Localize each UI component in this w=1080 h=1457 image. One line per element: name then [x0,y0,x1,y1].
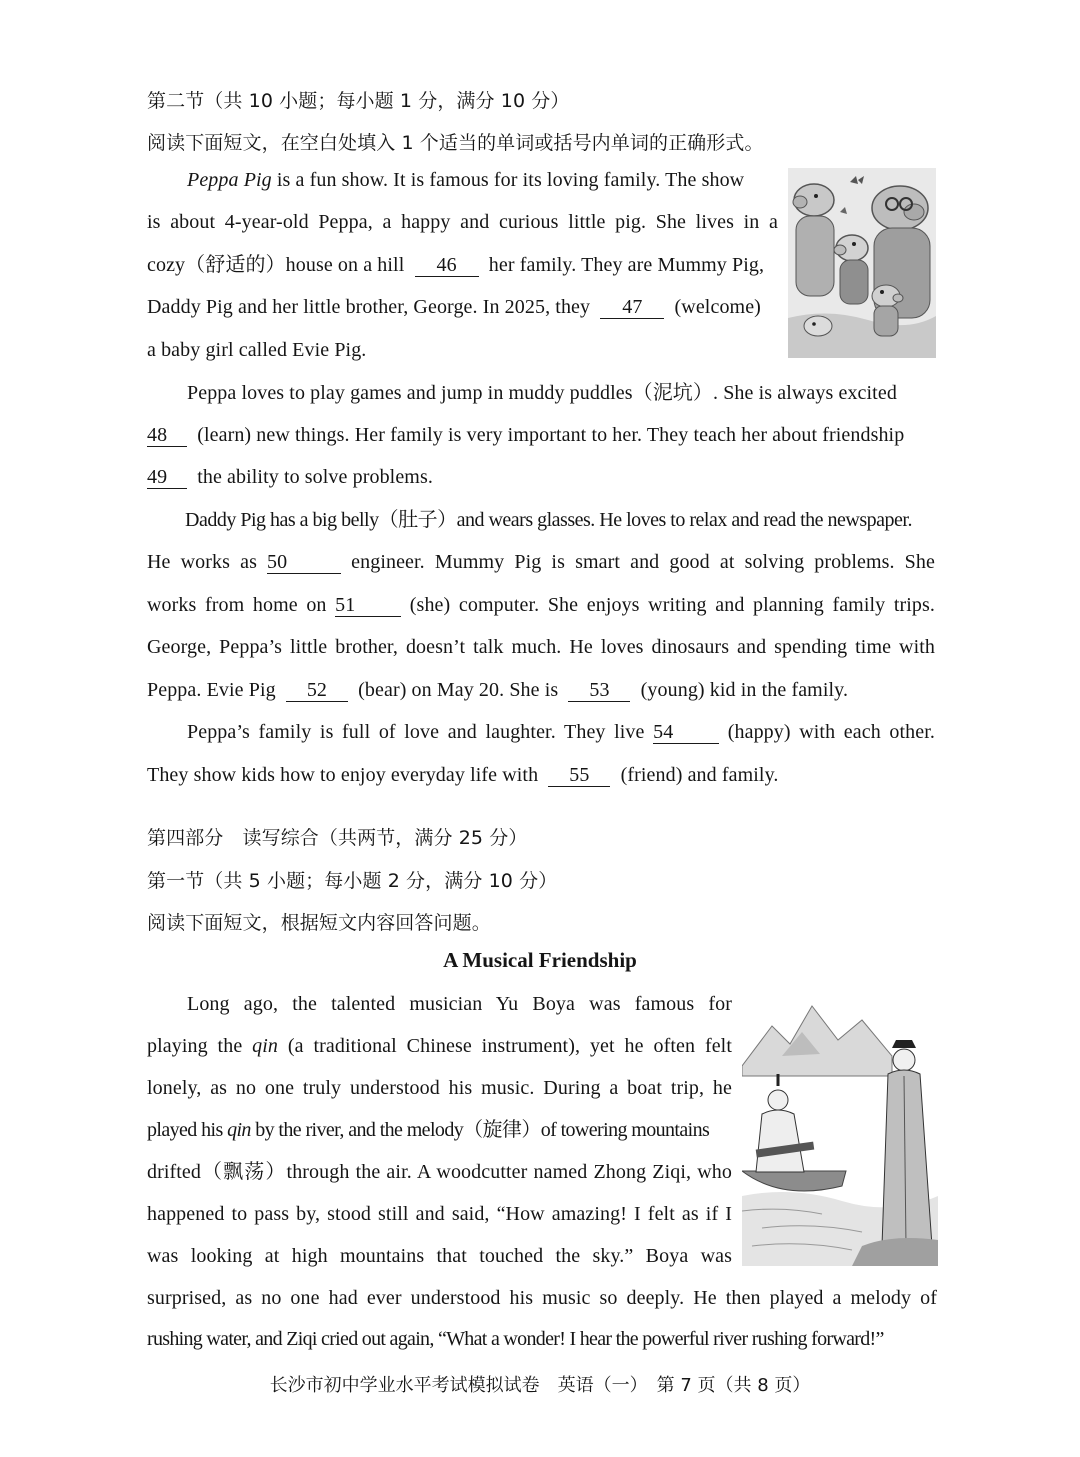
p5-line1: Long ago, the talented musician Yu Boya was famous for [187,993,732,1015]
p5-line3: lonely, as no one truly understood his music. During a boat trip, he [147,1077,732,1099]
p5-line6: happened to pass by, stood still and said, “How amazing! I felt as if I [147,1203,732,1225]
p1-line4: Daddy Pig and her little brother, George. In 2025, they 47 (welcome) [147,296,761,318]
p5-line5: drifted（飘荡）through the air. A woodcutter named Zhong Ziqi, who [147,1161,732,1183]
p1-line3: cozy（舒适的）house on a hill 46 her family. They are Mummy Pig, [147,254,765,276]
p5-line7: was looking at high mountains that touched the sky.” Boya was [147,1245,732,1267]
blank-48[interactable]: 48 [147,424,187,447]
p5-line9: rushing water, and Ziqi cried out again, “What a wonder! I hear the powerful river rushing forward!” [147,1328,884,1350]
p4-line2: They show kids how to enjoy everyday life with 55 (friend) and family. [147,764,779,786]
peppa-family-illustration [788,168,936,358]
p2-line2: 48 (learn) new things. Her family is very important to her. They teach her about friendship [147,424,905,446]
p5-line8: surprised, as no one had ever understood his music so deeply. He then played a melody of [147,1287,937,1309]
p5-line4: played his qin by the river, and the melody（旋律）of towering mountains [147,1119,710,1141]
p3-line3: works from home on 51 (she) computer. She enjoys writing and planning family trips. [147,594,936,616]
page-footer: 长沙市初中学业水平考试模拟试卷 英语（一） 第 7 页（共 8 页） [269,1375,811,1396]
blank-52[interactable]: 52 [286,679,348,702]
p1-line2: is about 4-year-old Peppa, a happy and curious little pig. She lives in a [147,211,778,233]
p3-line5: Peppa. Evie Pig 52 (bear) on May 20. She is 53 (young) kid in the family. [147,679,849,701]
blank-46[interactable]: 46 [415,254,479,277]
blank-55[interactable]: 55 [548,764,610,787]
blank-49[interactable]: 49 [147,466,187,489]
p3-line1: Daddy Pig has a big belly（肚子）and wears glasses. He loves to relax and read the newspaper. [185,509,912,531]
p2-line1: Peppa loves to play games and jump in muddy puddles（泥坑）. She is always excited [187,382,897,404]
section-instruction: 阅读下面短文，在空白处填入 1 个适当的单词或括号内单词的正确形式。 [147,132,764,154]
p5-line2: playing the qin (a traditional Chinese instrument), yet he often felt [147,1035,732,1057]
blank-51[interactable]: 51 [335,594,401,617]
part4-instruction: 阅读下面短文，根据短文内容回答问题。 [147,912,491,934]
boya-ziqi-illustration [742,996,938,1266]
p1-line5: a baby girl called Evie Pig. [147,339,367,361]
blank-53[interactable]: 53 [568,679,630,702]
p1-line1: Peppa Pig is a fun show. It is famous for its loving family. The show [187,169,745,191]
part4-heading: 第四部分 读写综合（共两节，满分 25 分） [147,827,528,849]
blank-50[interactable]: 50 [267,551,341,574]
show-title: Peppa Pig [187,169,272,191]
blank-47[interactable]: 47 [600,296,664,319]
p2-line3: 49 the ability to solve problems. [147,466,433,488]
blank-54[interactable]: 54 [653,721,719,744]
p3-line2: He works as 50 engineer. Mummy Pig is smart and good at solving problems. She [147,551,935,573]
p4-line1: Peppa’s family is full of love and laughter. They live 54 (happy) with each other. [187,721,935,743]
p3-line4: George, Peppa’s little brother, doesn’t talk much. He loves dinosaurs and spending time with [147,636,935,658]
part4-section1-heading: 第一节（共 5 小题；每小题 2 分，满分 10 分） [147,870,558,892]
section-heading: 第二节（共 10 小题；每小题 1 分，满分 10 分） [147,90,570,112]
passage-title: A Musical Friendship [443,948,637,972]
